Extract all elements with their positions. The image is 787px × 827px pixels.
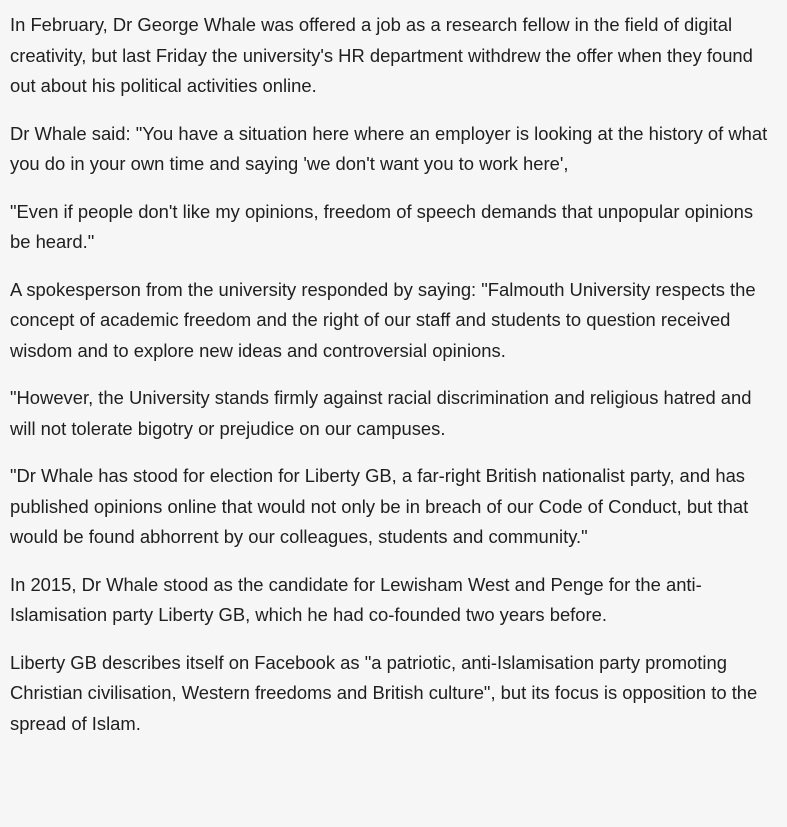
paragraph-however: "However, the University stands firmly against racial discrimination and religious hatred and will not tolerate bigotry or prejudice on our campuses. xyxy=(10,387,752,439)
paragraph-job-offer: In February, Dr George Whale was offered a job as a research fellow in the field of digital creativity, but last Friday the university's HR department withdrew the offer when they found out about his political activities online. xyxy=(10,14,753,96)
paragraph-liberty-gb-facebook: Liberty GB describes itself on Facebook as "a patriotic, anti-Islamisation party promoting Christian civilisation, Western freedoms and British culture", but its focus is opposition to the spread of Islam. xyxy=(10,651,758,734)
paragraph-2015-candidate: In 2015, Dr Whale stood as the candidate for Lewisham West and Penge for the anti-Islamisation party Liberty GB, which he had co-founded two years before. xyxy=(10,573,702,625)
paragraph-liberty-gb-election: "Dr Whale has stood for election for Liberty GB, a far-right British nationalist party, and has published opinions online that would not only be in breach of our Code of Conduct, but that would be found abhorrent by our colleagues, students and community." xyxy=(10,465,749,547)
paragraph-freedom-of-speech: "Even if people don't like my opinions, freedom of speech demands that unpopular opinions be heard." xyxy=(10,200,754,252)
paragraph-spokesperson: A spokesperson from the university responded by saying: "Falmouth University respects the concept of academic freedom and the right of our staff and students to question received wisdom and to explore new ideas and controversial opinions. xyxy=(10,278,756,361)
article-body xyxy=(0,10,787,827)
paragraph-dr-whale-quote: Dr Whale said: "You have a situation here where an employer is looking at the history of what you do in your own time and saying 'we don't want you to work here', xyxy=(10,122,768,174)
